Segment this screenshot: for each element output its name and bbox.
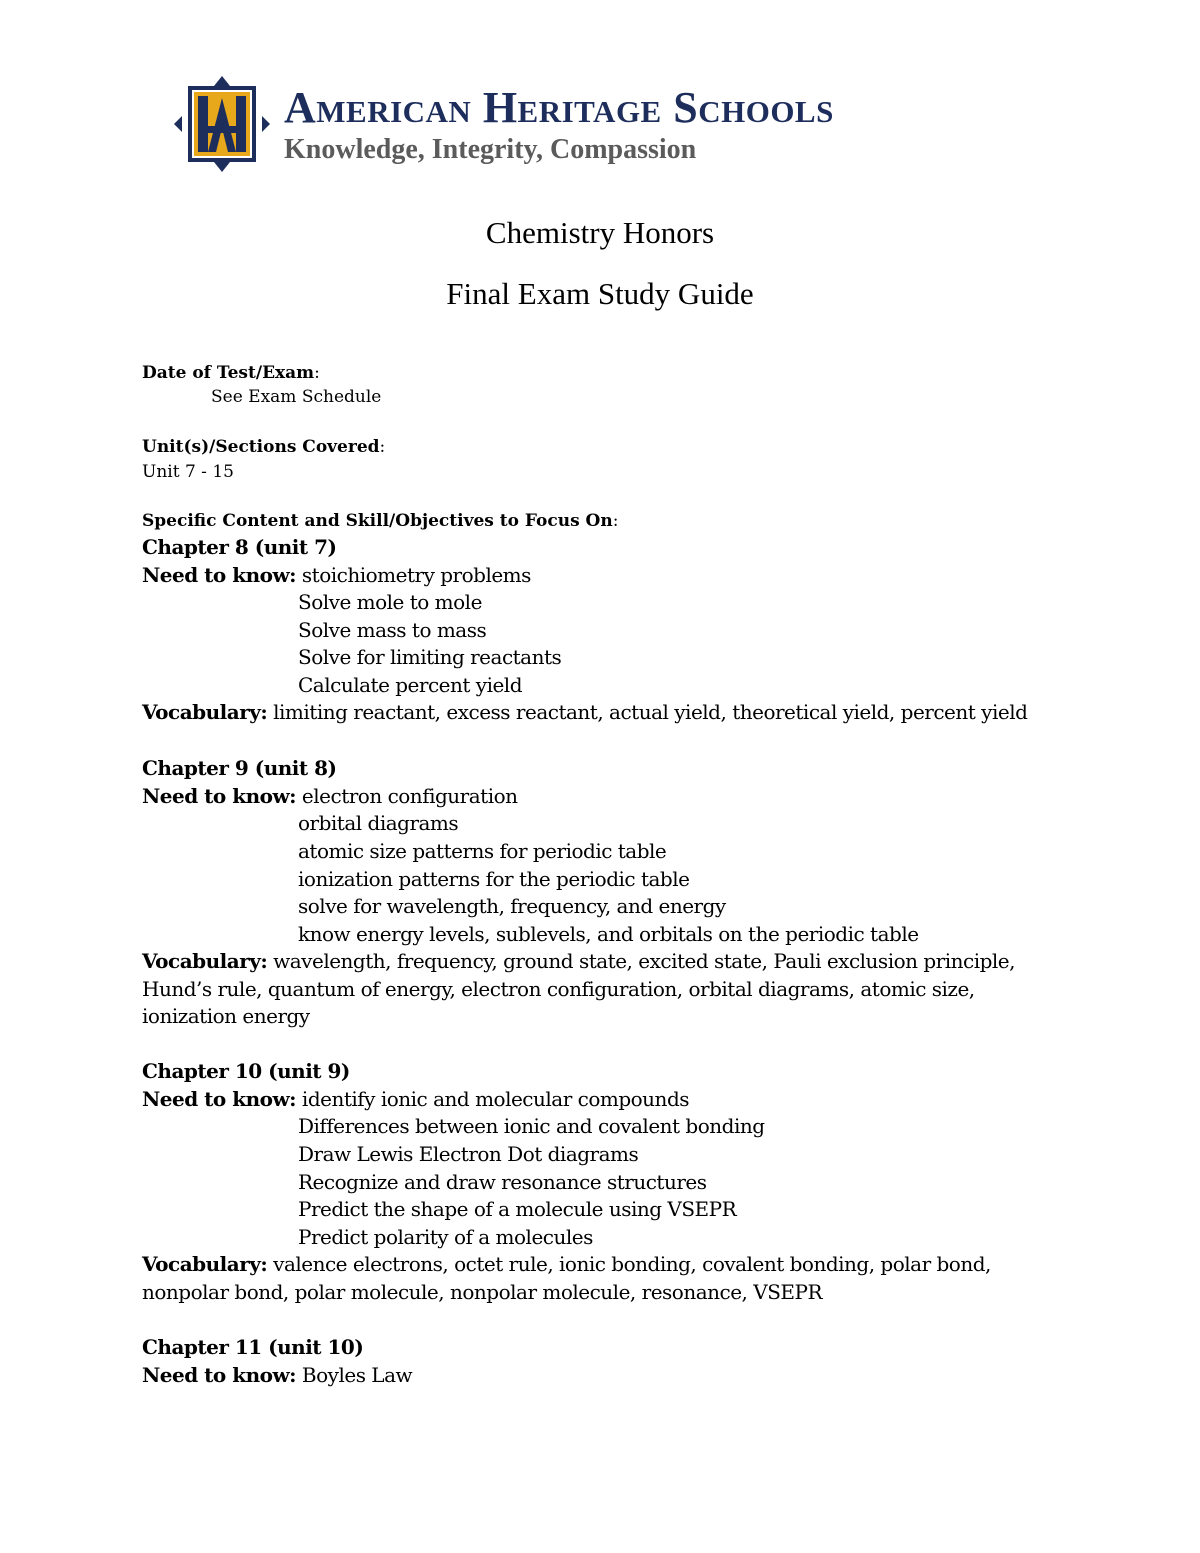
need-first: identify ionic and molecular compounds (296, 1087, 690, 1111)
need-to-know-row (142, 1361, 412, 1389)
vocab-continuation: nonpolar bond, polar molecule, nonpolar molecule, resonance, VSEPR (142, 1280, 823, 1304)
list-item: Predict polarity of a molecules (298, 1225, 593, 1249)
chapter-heading: Chapter 10 (unit 9) (142, 1059, 350, 1083)
list-item: Calculate percent yield (298, 673, 522, 697)
need-label: Need to know: (142, 563, 297, 587)
list-item: Predict the shape of a molecule using VSEPR (298, 1197, 737, 1221)
list-item: orbital diagrams (298, 811, 459, 835)
list-item: Solve mass to mass (298, 618, 487, 642)
school-crest-icon (172, 72, 272, 176)
vocabulary-row (142, 698, 1027, 726)
need-to-know-row (142, 561, 531, 589)
need-first: Boyles Law (296, 1363, 413, 1387)
need-first: electron configuration (296, 784, 518, 808)
list-item: Solve for limiting reactants (298, 645, 562, 669)
chapter-heading: Chapter 11 (unit 10) (142, 1335, 364, 1359)
need-to-know-row (142, 1085, 689, 1113)
list-item: know energy levels, sublevels, and orbitals on the periodic table (298, 922, 919, 946)
course-title: Chemistry Honors (485, 215, 715, 250)
need-label: Need to know: (142, 1363, 297, 1387)
school-logo-header (172, 72, 932, 182)
vocab-label: Vocabulary: (142, 949, 268, 973)
need-label: Need to know: (142, 1087, 297, 1111)
vocab-continuation: ionization energy (142, 1004, 310, 1028)
date-row: Date of Test/Exam: (142, 363, 320, 383)
vocab-text: wavelength, frequency, ground state, excited state, Pauli exclusion principle, (267, 949, 1015, 973)
list-item: Draw Lewis Electron Dot diagrams (298, 1142, 639, 1166)
need-to-know-row (142, 782, 518, 810)
vocab-text: valence electrons, octet rule, ionic bonding, covalent bonding, polar bond, (267, 1252, 991, 1276)
date-label: Date of Test/Exam (142, 363, 315, 383)
list-item: Solve mole to mole (298, 590, 482, 614)
chapter-heading: Chapter 9 (unit 8) (142, 756, 337, 780)
vocabulary-row (142, 947, 1015, 975)
school-tagline: Knowledge, Integrity, Compassion (284, 134, 697, 165)
document-title: Final Exam Study Guide (446, 276, 754, 311)
list-item: solve for wavelength, frequency, and energy (298, 894, 726, 918)
need-first: stoichiometry problems (296, 563, 531, 587)
vocab-label: Vocabulary: (142, 700, 268, 724)
vocab-label: Vocabulary: (142, 1252, 268, 1276)
units-row: Unit(s)/Sections Covered: (142, 437, 386, 457)
vocab-continuation: Hund’s rule, quantum of energy, electron configuration, orbital diagrams, atomic size, (142, 977, 975, 1001)
list-item: ionization patterns for the periodic table (298, 867, 690, 891)
need-label: Need to know: (142, 784, 297, 808)
vocabulary-row (142, 1250, 991, 1278)
chapter-heading: Chapter 8 (unit 7) (142, 535, 337, 559)
vocab-text: limiting reactant, excess reactant, actual yield, theoretical yield, percent yield (267, 700, 1028, 724)
focus-row: Specific Content and Skill/Objectives to Focus On: (142, 511, 619, 531)
units-label: Unit(s)/Sections Covered (142, 437, 380, 457)
list-item: Differences between ionic and covalent bonding (298, 1114, 765, 1138)
list-item: atomic size patterns for periodic table (298, 839, 667, 863)
focus-label: Specific Content and Skill/Objectives to Focus On (142, 511, 613, 531)
list-item: Recognize and draw resonance structures (298, 1170, 707, 1194)
date-value: See Exam Schedule (211, 387, 382, 407)
school-name: American Heritage Schools (284, 83, 834, 132)
units-value: Unit 7 - 15 (142, 462, 234, 482)
